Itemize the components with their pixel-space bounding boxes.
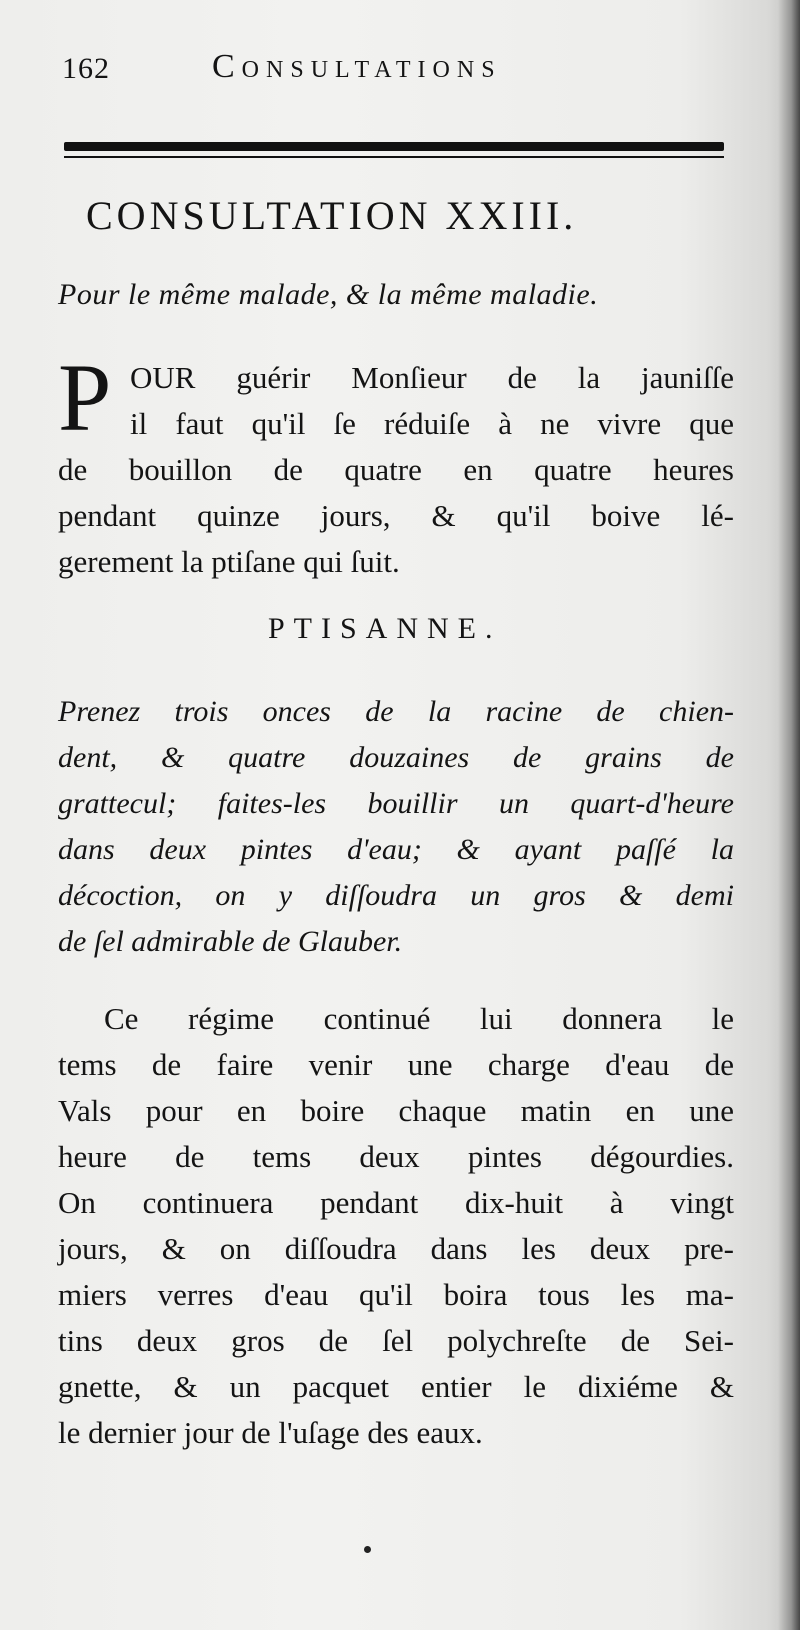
recipe-line: de ſel admirable de Glauber. [58, 925, 403, 958]
paragraph-line: le dernier jour de l'uſage des eaux. [58, 1415, 483, 1450]
recipe-line: grattecul; faites-les bouillir un quart-d'heure [58, 787, 734, 820]
running-title: Consultations [212, 48, 502, 85]
paragraph-line: tems de faire venir une charge d'eau de [58, 1047, 734, 1082]
paragraph-line: Ce régime continué lui donnera le [104, 1001, 734, 1036]
header-rule-thin [64, 156, 724, 158]
paragraph-line: miers verres d'eau qu'il boira tous les ma- [58, 1277, 734, 1312]
paragraph-line: tins deux gros de ſel polychreſte de Sei- [58, 1323, 734, 1358]
printer-mark [364, 1546, 371, 1553]
page-gutter-shadow [778, 0, 800, 1630]
recipe-line: dent, & quatre douzaines de grains de [58, 741, 734, 774]
consultation-heading: CONSULTATION XXIII. [86, 193, 578, 238]
drop-cap: P [58, 344, 112, 451]
paragraph-line: On continuera pendant dix-huit à vingt [58, 1185, 734, 1220]
recipe-line: décoction, on y diſſoudra un gros & demi [58, 879, 734, 912]
page-number: 162 [62, 52, 110, 85]
running-head [62, 48, 732, 98]
paragraph-line: jours, & on diſſoudra dans les deux pre- [58, 1231, 734, 1266]
paragraph-line: gerement la ptiſane qui ſuit. [58, 544, 400, 579]
paragraph-line: pendant quinze jours, & qu'il boive lé- [58, 498, 734, 533]
paragraph-line: Vals pour en boire chaque matin en une [58, 1093, 734, 1128]
recipe-line: dans deux pintes d'eau; & ayant paſſé la [58, 833, 734, 866]
paragraph-line: heure de tems deux pintes dégourdies. [58, 1139, 734, 1174]
paragraph-line: il faut qu'il ſe réduiſe à ne vivre que [130, 406, 734, 441]
paragraph-line: de bouillon de quatre en quatre heures [58, 452, 734, 487]
consultation-subheading: Pour le même malade, & la même maladie. [58, 278, 599, 311]
ptisanne-title: PTISANNE. [268, 612, 502, 645]
paragraph-line: gnette, & un pacquet entier le dixiéme & [58, 1369, 734, 1404]
paragraph-line: OUR guérir Monſieur de la jauniſſe [130, 360, 734, 395]
recipe-line: Prenez trois onces de la racine de chien- [58, 695, 734, 728]
header-rule-thick [64, 142, 724, 151]
